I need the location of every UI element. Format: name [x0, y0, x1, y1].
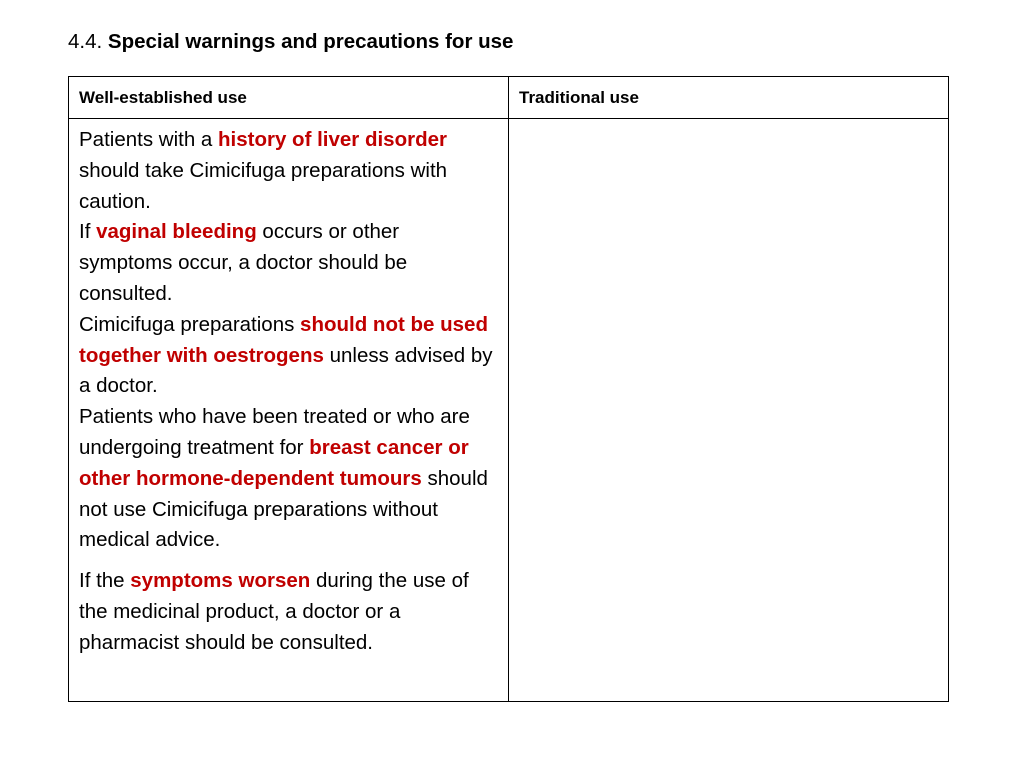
- header-well-established: Well-established use: [69, 77, 509, 119]
- well-established-cell: [69, 119, 509, 702]
- highlighted-text: history of liver disorder: [218, 128, 447, 151]
- text-run: Cimicifuga preparations: [79, 312, 301, 336]
- text-run: If the: [79, 569, 131, 593]
- warning-paragraph-oestrogens: [79, 310, 498, 402]
- highlighted-text: breast cancer or other hormone-dependent tumours: [79, 435, 469, 490]
- text-run: occurs or other symptoms occur, a doctor should be consulted.: [79, 220, 408, 305]
- text-run: If: [79, 220, 97, 244]
- warning-paragraph-bleeding: [79, 217, 498, 309]
- warning-paragraph-liver: [79, 125, 498, 217]
- section-title: Special warnings and precautions for use: [107, 30, 514, 53]
- header-traditional: Traditional use: [509, 77, 949, 119]
- text-run: should take Cimicifuga preparations with caution.: [79, 158, 448, 213]
- highlighted-text: should not be used together with oestrogens: [79, 312, 488, 367]
- warning-paragraph-symptoms: [79, 566, 498, 658]
- table-body-row: [69, 119, 949, 702]
- highlighted-text: symptoms worsen: [130, 569, 311, 593]
- text-run: Patients with a: [79, 128, 219, 151]
- text-run: Patients who have been treated or who are undergoing treatment for: [79, 405, 470, 459]
- table-header-row: [69, 77, 949, 119]
- traditional-use-cell: [509, 119, 949, 702]
- highlighted-text: vaginal bleeding: [96, 220, 257, 244]
- section-number: 4.4.: [68, 30, 103, 53]
- warnings-table: [68, 76, 949, 702]
- section-heading: [68, 28, 513, 56]
- text-run: should not use Cimicifuga preparations without medical advice.: [79, 466, 488, 552]
- warning-paragraph-cancer: [79, 402, 498, 556]
- text-run: during the use of the medicinal product, a doctor or a pharmacist should be consulted.: [79, 569, 469, 654]
- text-run: unless advised by a doctor.: [79, 343, 493, 398]
